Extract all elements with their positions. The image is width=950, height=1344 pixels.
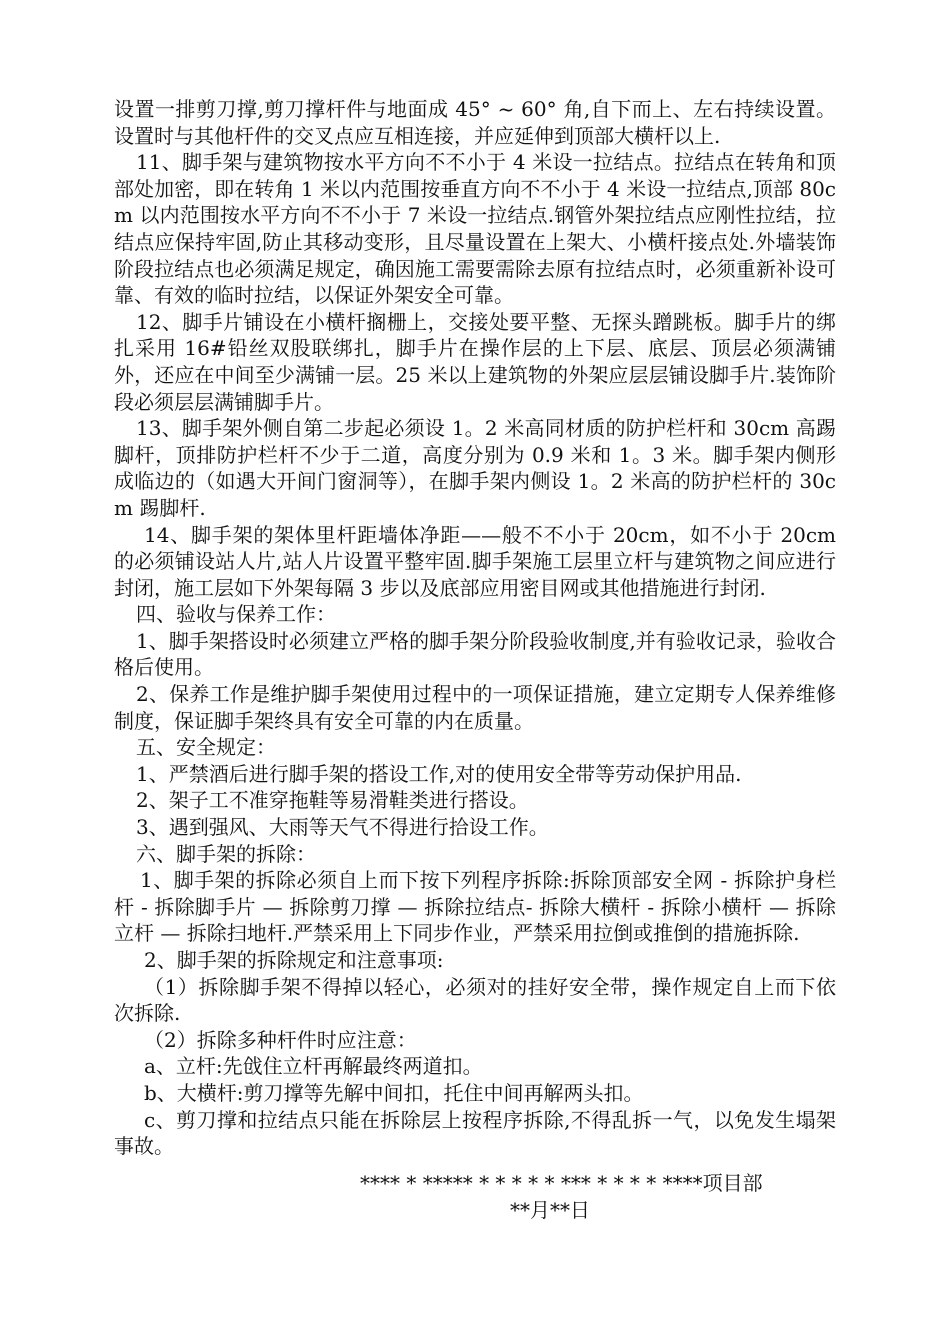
signature-organization: **** * ***** * * * * * *** * * * * ****项目部 xyxy=(360,1171,763,1195)
paragraph: 1、脚手架的拆除必须自上而下按下列程序拆除:拆除顶部安全网 - 拆除护身栏杆 - 拆除脚手片 — 拆除剪刀撑 — 拆除拉结点- 拆除大横杆 - 拆除小横杆 — 拆除立杆 — 拆除扫地杆.严禁采用上下同步作业，严禁采用拉倒或推倒的措施拆除. xyxy=(114,868,836,946)
paragraph: 2、架子工不准穿拖鞋等易滑鞋类进行搭设。 xyxy=(136,788,529,813)
paragraph: 设置一排剪刀撑,剪刀撑杆件与地面成 45° ~ 60° 角,自下而上、左右持续设置。设置时与其他杆件的交叉点应互相连接，并应延伸到顶部大横杆以上. xyxy=(114,97,836,148)
paragraph: 11、脚手架与建筑物按水平方向不不小于 4 米设一拉结点。拉结点在转角和顶部处加密，即在转角 1 米以内范围按垂直方向不不小于 4 米设一拉结点,顶部 80cm 以内范围按水平方向不不小于 7 米设一拉结点.钢管外架拉结点应刚性拉结，拉结点应保持牢固,防止其移动变形，且尽量设置在上架大、小横杆接点处.外墙装饰阶段拉结点也必须满足规定，确因施工需要需除去原有拉结点时，必须重新补设可靠、有效的临时拉结，以保证外架安全可靠。 xyxy=(114,150,836,308)
paragraph: 13、脚手架外侧自第二步起必须设 1。2 米高同材质的防护栏杆和 30cm 高踢脚杆，顶排防护栏杆不少于二道，高度分别为 0.9 米和 1。3 米。脚手架内侧形成临边的（如遇大开间门窗洞等），在脚手架内侧设 1。2 米高的防护栏杆的 30cm 踢脚杆. xyxy=(114,416,836,520)
paragraph: c、剪刀撑和拉结点只能在拆除层上按程序拆除,不得乱拆一气，以免发生塌架事故。 xyxy=(114,1107,836,1159)
paragraph: 3、遇到强风、大雨等天气不得进行拾设工作。 xyxy=(136,815,549,840)
paragraph: （2）拆除多种杆件时应注意： xyxy=(144,1027,417,1052)
signature-block xyxy=(114,1170,836,1224)
paragraph: 14、脚手架的架体里杆距墙体净距——般不不小于 20cm，如不小于 20cm 的必须铺设站人片,站人片设置平整牢固.脚手架施工层里立杆与建筑物之间应进行封闭，施工层如下外架每隔 3 步以及底部应用密目网或其他措施进行封闭. xyxy=(114,522,836,600)
section-heading: 六、脚手架的拆除： xyxy=(136,841,316,866)
paragraph: a、立杆:先戗住立杆再解最终两道扣。 xyxy=(144,1054,483,1079)
paragraph: 2、保养工作是维护脚手架使用过程中的一项保证措施，建立定期专人保养维修制度，保证脚手架终具有安全可靠的内在质量。 xyxy=(114,682,836,733)
paragraph: 1、脚手架搭设时必须建立严格的脚手架分阶段验收制度,并有验收记录，验收合格后使用。 xyxy=(114,628,836,680)
section-heading: 四、验收与保养工作： xyxy=(136,602,336,627)
section-heading: 五、安全规定： xyxy=(136,735,276,760)
paragraph: 12、脚手片铺设在小横杆搁栅上，交接处要平整、无探头蹭跳板。脚手片的绑扎采用 16#铅丝双股联绑扎，脚手片在操作层的上下层、底层、顶层必须满铺外，还应在中间至少满铺一层。25 米以上建筑物的外架应层层铺设脚手片.装饰阶段必须层层满铺脚手片。 xyxy=(114,309,836,414)
paragraph: b、大横杆:剪刀撑等先解中间扣，托住中间再解两头扣。 xyxy=(144,1080,644,1105)
paragraph: 1、严禁酒后进行脚手架的搭设工作,对的使用安全带等劳动保护用品. xyxy=(136,761,742,786)
document-body xyxy=(114,96,836,1160)
paragraph: 2、脚手架的拆除规定和注意事项: xyxy=(144,948,444,972)
signature-date: **月**日 xyxy=(510,1198,590,1222)
paragraph: （1）拆除脚手架不得掉以轻心，必须对的挂好安全带，操作规定自上而下依次拆除. xyxy=(114,974,836,1026)
